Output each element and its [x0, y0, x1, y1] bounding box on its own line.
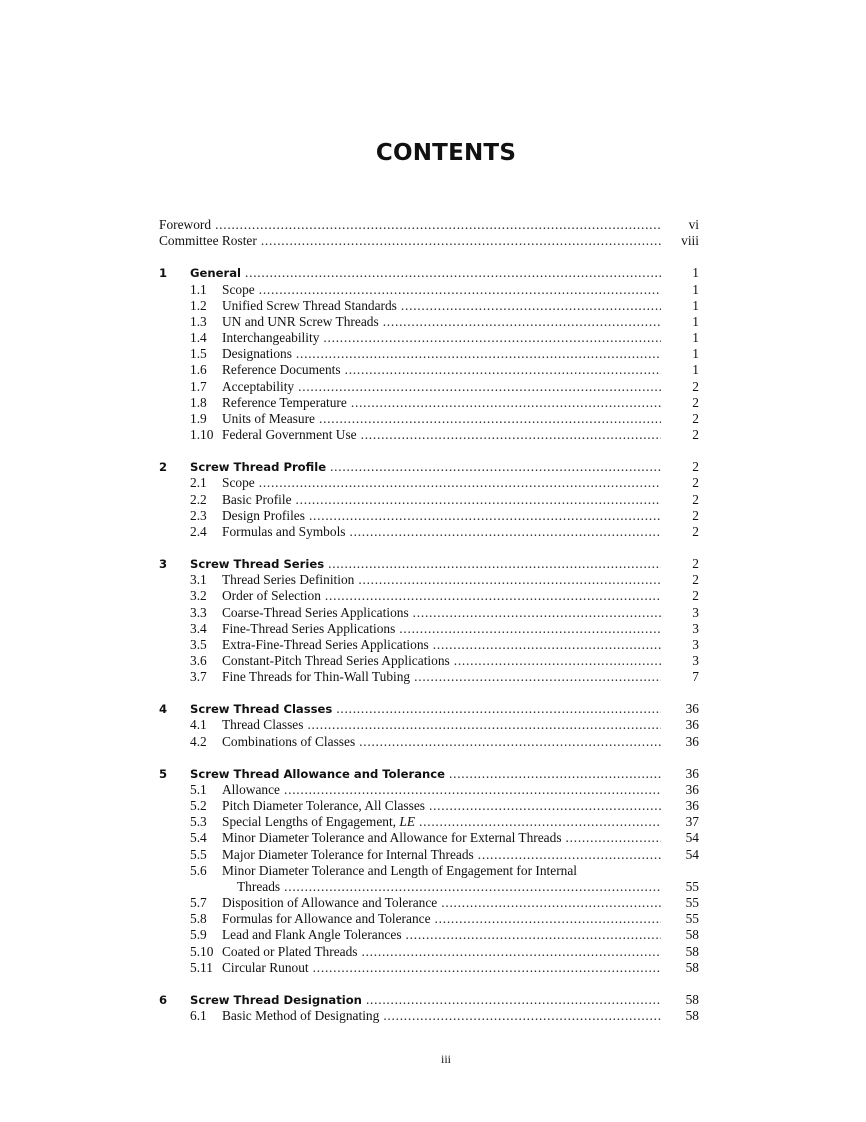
toc-entry-label: [222, 427, 357, 443]
dot-leader: [313, 960, 661, 976]
toc-entry-label: [222, 1008, 379, 1024]
toc-entry-label: [222, 927, 402, 943]
toc-entry-label: [190, 766, 445, 782]
toc-entry-label: [222, 830, 562, 846]
dot-leader: [413, 605, 661, 621]
toc-entry-page-number: 2: [692, 523, 699, 539]
toc-entry-number: 5.7: [190, 895, 207, 911]
toc-entry-label-text: Screw Thread Classes: [190, 702, 333, 717]
toc-entry-label: [190, 459, 326, 475]
toc-entry-label: [222, 847, 474, 863]
toc-entry-page-number: viii: [681, 233, 699, 249]
toc-subsection-entry[interactable]: [159, 475, 699, 491]
toc-subsection-entry[interactable]: [159, 830, 699, 846]
toc-entry-page-number: 58: [685, 959, 699, 975]
toc-entry-label: [222, 395, 347, 411]
dot-leader: [298, 379, 661, 395]
toc-subsection-entry[interactable]: [159, 314, 699, 330]
dot-leader: [336, 701, 661, 717]
toc-entry-page-number: 1: [692, 346, 699, 362]
dot-leader: [284, 879, 661, 895]
toc-entry-page-number: 3: [692, 604, 699, 620]
toc-entry-number: 2.1: [190, 475, 207, 491]
toc-entry-number: 5.9: [190, 927, 207, 943]
toc-entry-page-number: 36: [685, 797, 699, 813]
toc-entry-label-text: Constant-Pitch Thread Series Applications: [222, 653, 450, 669]
toc-entry-label: [159, 233, 257, 249]
toc-entry-page-number: 55: [685, 911, 699, 927]
toc-entry-page-number: 1: [692, 265, 699, 281]
toc-entry-label-text: Combinations of Classes: [222, 733, 356, 749]
dot-leader: [325, 588, 661, 604]
toc-subsection-entry[interactable]: [159, 895, 699, 911]
toc-entry-page-number: 2: [692, 572, 699, 588]
dot-leader: [319, 411, 661, 427]
toc-entry-label: [222, 621, 395, 637]
dot-leader: [454, 653, 661, 669]
toc-entry-page-number: vi: [688, 217, 699, 233]
toc-entry-page-number: 58: [685, 927, 699, 943]
dot-leader: [259, 475, 661, 491]
toc-entry-number: 5.11: [190, 959, 213, 975]
toc-entry-label-text: Reference Temperature: [222, 394, 347, 410]
toc-entry-label-text: Foreword: [159, 217, 212, 233]
toc-entry-label: [190, 992, 362, 1008]
dot-leader: [406, 927, 661, 943]
toc-entry-number: 3.6: [190, 653, 207, 669]
toc-entry-label-text: Extra-Fine-Thread Series Applications: [222, 636, 429, 652]
toc-entry-label: [237, 879, 280, 895]
toc-entry-page-number: 58: [685, 1008, 699, 1024]
toc-entry-page-number: 2: [692, 475, 699, 491]
toc-entry-number: 1.5: [190, 346, 207, 362]
toc-entry-number: 1.6: [190, 362, 207, 378]
toc-subsection-entry[interactable]: [159, 943, 699, 959]
table-of-contents: [159, 217, 699, 1024]
toc-entry-label-text: Formulas for Allowance and Tolerance: [222, 911, 431, 927]
toc-entry-number: 3.4: [190, 620, 207, 636]
toc-entry-label: [190, 265, 241, 281]
toc-entry-label: [222, 588, 321, 604]
dot-leader: [366, 992, 661, 1008]
toc-subsection-entry[interactable]: [159, 604, 699, 620]
toc-section-entry[interactable]: [159, 701, 699, 717]
toc-entry-label-text: Minor Diameter Tolerance and Allowance for External Threads: [222, 830, 562, 846]
toc-entry-page-number: 36: [685, 701, 699, 717]
toc-entry-number: 5.1: [190, 781, 207, 797]
toc-entry-label: [222, 669, 410, 685]
dot-leader: [245, 265, 661, 281]
toc-entry-label: [190, 556, 324, 572]
toc-section-entry[interactable]: [159, 265, 699, 281]
toc-entry-label-text: Interchangeability: [222, 330, 320, 346]
toc-entry-page-number: 2: [692, 459, 699, 475]
toc-entry-label-text: Circular Runout: [222, 959, 309, 975]
toc-entry-page-number: 1: [692, 330, 699, 346]
toc-entry-label-text: Coarse-Thread Series Applications: [222, 604, 409, 620]
toc-subsection-entry[interactable]: [159, 346, 699, 362]
toc-entry-label: [222, 346, 292, 362]
toc-subsection-entry[interactable]: [159, 330, 699, 346]
toc-entry-label-text: Committee Roster: [159, 233, 257, 249]
dot-leader: [361, 427, 661, 443]
toc-front-entry[interactable]: [159, 233, 699, 249]
toc-entry-label: [222, 895, 437, 911]
toc-section-entry[interactable]: [159, 556, 699, 572]
toc-entry-page-number: 1: [692, 362, 699, 378]
toc-subsection-entry[interactable]: [159, 378, 699, 394]
toc-entry-label: [222, 524, 346, 540]
toc-entry-label-text: Allowance: [222, 781, 281, 797]
dot-leader: [351, 395, 661, 411]
dot-leader: [328, 556, 661, 572]
dot-leader: [433, 637, 661, 653]
toc-subsection-entry[interactable]: [159, 782, 699, 798]
toc-entry-label-text: Fine-Thread Series Applications: [222, 620, 396, 636]
toc-entry-label: [190, 701, 332, 717]
dot-leader: [478, 847, 661, 863]
toc-entry-page-number: 2: [692, 411, 699, 427]
toc-subsection-entry[interactable]: [159, 281, 699, 297]
toc-subsection-entry[interactable]: [159, 621, 699, 637]
toc-entry-label-text: Screw Thread Designation: [190, 992, 362, 1007]
toc-subsection-entry[interactable]: [159, 298, 699, 314]
dot-leader: [414, 669, 661, 685]
dot-leader: [441, 895, 661, 911]
toc-subsection-entry[interactable]: [159, 733, 699, 749]
dot-leader: [261, 233, 661, 249]
toc-entry-number: 5.2: [190, 797, 207, 813]
toc-entry-label-text: Lead and Flank Angle Tolerances: [222, 927, 402, 943]
dot-leader: [309, 508, 661, 524]
toc-entry-label-text: UN and UNR Screw Threads: [222, 313, 379, 329]
toc-entry-label: [222, 653, 450, 669]
dot-leader: [566, 830, 661, 846]
toc-entry-page-number: 2: [692, 427, 699, 443]
dot-leader: [359, 734, 661, 750]
toc-entry-label: [222, 798, 425, 814]
toc-subsection-entry[interactable]: [159, 879, 699, 895]
dot-leader: [330, 459, 661, 475]
toc-entry-label: [222, 863, 577, 879]
toc-entry-page-number: 36: [685, 733, 699, 749]
toc-entry-number: 2.2: [190, 491, 207, 507]
toc-entry-label-text: Minor Diameter Tolerance and Length of Engagement for Internal: [222, 862, 578, 878]
toc-entry-number: 4: [159, 702, 168, 717]
toc-entry-page-number: 2: [692, 491, 699, 507]
toc-entry-number: 5.4: [190, 830, 207, 846]
toc-entry-page-number: 7: [692, 669, 699, 685]
toc-subsection-entry[interactable]: [159, 960, 699, 976]
toc-subsection-entry[interactable]: [159, 653, 699, 669]
toc-entry-page-number: 55: [685, 878, 699, 894]
toc-entry-label-text: Basic Method of Designating: [222, 1008, 380, 1024]
toc-entry-label: [222, 411, 315, 427]
toc-entry-number: 1.9: [190, 411, 207, 427]
toc-entry-number: 3.7: [190, 669, 207, 685]
toc-subsection-entry[interactable]: [159, 427, 699, 443]
toc-subsection-entry[interactable]: [159, 362, 699, 378]
toc-subsection-entry[interactable]: [159, 1008, 699, 1024]
dot-leader: [383, 1008, 661, 1024]
toc-entry-label-text: Disposition of Allowance and Tolerance: [222, 895, 438, 911]
toc-entry-label: [222, 605, 409, 621]
toc-entry-number: 3.2: [190, 588, 207, 604]
dot-leader: [307, 717, 661, 733]
toc-entry-page-number: 58: [685, 943, 699, 959]
dot-leader: [429, 798, 661, 814]
toc-entry-label-text: Thread Classes: [222, 717, 304, 733]
toc-entry-number: 1.10: [190, 427, 214, 443]
toc-entry-number: 5.5: [190, 846, 207, 862]
dot-leader: [284, 782, 661, 798]
toc-subsection-entry[interactable]: [159, 508, 699, 524]
toc-entry-number: 3: [159, 556, 168, 571]
page-number-footer: iii: [440, 1052, 451, 1066]
toc-subsection-entry[interactable]: [159, 588, 699, 604]
toc-entry-label-text: Formulas and Symbols: [222, 523, 346, 539]
toc-subsection-entry[interactable]: [159, 637, 699, 653]
toc-entry-label: [222, 362, 341, 378]
toc-entry-label: [222, 282, 255, 298]
toc-entry-label-text: Special Lengths of Engagement,: [222, 814, 397, 830]
dot-leader: [215, 217, 661, 233]
toc-entry-label-text: Thread Series Definition: [222, 572, 355, 588]
dot-leader: [296, 492, 661, 508]
toc-entry-label-text: General: [190, 266, 242, 281]
toc-entry-label: [222, 508, 305, 524]
toc-entry-label: [222, 492, 292, 508]
toc-section-entry[interactable]: [159, 765, 699, 781]
toc-entry-label-text: Design Profiles: [222, 507, 305, 523]
toc-subsection-entry[interactable]: [159, 395, 699, 411]
toc-entry-page-number: 3: [692, 653, 699, 669]
toc-entry-label: [222, 475, 255, 491]
toc-subsection-entry[interactable]: [159, 524, 699, 540]
dot-leader: [449, 766, 661, 782]
toc-entry-label: [222, 782, 280, 798]
toc-entry-number: 3.5: [190, 636, 207, 652]
toc-entry-page-number: 3: [692, 620, 699, 636]
toc-entry-page-number: 36: [685, 717, 699, 733]
toc-entry-number: 2.3: [190, 507, 207, 523]
toc-entry-label-text: Major Diameter Tolerance for Internal Threads: [222, 846, 474, 862]
toc-entry-page-number: 58: [685, 991, 699, 1007]
toc-entry-label-text: Pitch Diameter Tolerance, All Classes: [222, 797, 425, 813]
toc-section-entry[interactable]: [159, 459, 699, 475]
toc-entry-page-number: 2: [692, 507, 699, 523]
toc-subsection-entry[interactable]: [159, 572, 699, 588]
toc-subsection-entry[interactable]: [159, 411, 699, 427]
toc-entry-label-italic: LE: [399, 814, 416, 830]
dot-leader: [259, 282, 661, 298]
toc-section-entry[interactable]: [159, 992, 699, 1008]
toc-entry-number: 5.3: [190, 814, 207, 830]
toc-entry-label: [222, 911, 431, 927]
toc-entry-number: 1.8: [190, 394, 207, 410]
toc-entry-number: 1.2: [190, 297, 207, 313]
toc-entry-page-number: 1: [692, 297, 699, 313]
toc-entry-page-number: 2: [692, 394, 699, 410]
toc-entry-label-text: Scope: [222, 281, 255, 297]
toc-entry-label: [222, 734, 355, 750]
toc-front-entry[interactable]: [159, 217, 699, 233]
toc-entry-label-text: Designations: [222, 346, 292, 362]
dot-leader: [296, 346, 661, 362]
toc-entry-page-number: 2: [692, 555, 699, 571]
toc-entry-label: [222, 944, 357, 960]
toc-entry-number: 1.1: [190, 281, 207, 297]
toc-entry-page-number: 2: [692, 378, 699, 394]
toc-entry-number: 6.1: [190, 1008, 207, 1024]
toc-entry-label-text: Screw Thread Series: [190, 556, 325, 571]
toc-entry-label: [222, 314, 379, 330]
toc-entry-page-number: 54: [685, 830, 699, 846]
dot-leader: [399, 621, 661, 637]
toc-entry-label-text: Threads: [237, 878, 281, 894]
toc-entry-label-text: Basic Profile: [222, 491, 292, 507]
dot-leader: [345, 362, 661, 378]
toc-entry-number: 1.7: [190, 378, 207, 394]
toc-entry-number: 5.10: [190, 943, 214, 959]
toc-entry-label: [222, 298, 397, 314]
toc-entry-label-text: Reference Documents: [222, 362, 341, 378]
dot-leader: [435, 911, 661, 927]
toc-entry-number: 4.2: [190, 733, 207, 749]
toc-entry-number: 6: [159, 992, 168, 1007]
dot-leader: [323, 330, 661, 346]
dot-leader: [350, 524, 662, 540]
toc-entry-label: [222, 960, 309, 976]
toc-entry-page-number: 36: [685, 765, 699, 781]
toc-entry-label: [222, 814, 415, 830]
toc-entry-number: 5.6: [190, 862, 207, 878]
toc-subsection-entry[interactable]: [159, 846, 699, 862]
toc-subsection-entry[interactable]: [159, 911, 699, 927]
dot-leader: [419, 814, 661, 830]
toc-entry-page-number: 1: [692, 281, 699, 297]
toc-entry-page-number: 37: [685, 814, 699, 830]
toc-entry-page-number: 3: [692, 636, 699, 652]
toc-subsection-entry[interactable]: [159, 814, 699, 830]
toc-entry-label: [159, 217, 211, 233]
toc-entry-number: 2.4: [190, 523, 207, 539]
toc-entry-page-number: 36: [685, 781, 699, 797]
toc-entry-label-text: Unified Screw Thread Standards: [222, 297, 397, 313]
toc-entry-label: [222, 717, 303, 733]
toc-subsection-entry[interactable]: [159, 491, 699, 507]
toc-entry-label-text: Screw Thread Allowance and Tolerance: [190, 766, 446, 781]
toc-subsection-entry[interactable]: [159, 669, 699, 685]
toc-entry-label-text: Order of Selection: [222, 588, 321, 604]
toc-entry-number: 1.3: [190, 313, 207, 329]
toc-entry-label: [222, 637, 429, 653]
toc-entry-label-text: Federal Government Use: [222, 427, 357, 443]
dot-leader: [361, 944, 661, 960]
toc-entry-number: 2: [159, 460, 168, 475]
dot-leader: [383, 314, 661, 330]
toc-entry-label-text: Units of Measure: [222, 411, 315, 427]
toc-entry-number: 3.3: [190, 604, 207, 620]
toc-entry-page-number: 55: [685, 895, 699, 911]
toc-entry-label: [222, 330, 319, 346]
toc-entry-label-text: Acceptability: [222, 378, 295, 394]
dot-leader: [358, 572, 661, 588]
toc-entry-number: 5: [159, 766, 168, 781]
toc-entry-number: 1.4: [190, 330, 207, 346]
toc-entry-page-number: 1: [692, 313, 699, 329]
toc-entry-label: [222, 379, 294, 395]
toc-entry-label-text: Coated or Plated Threads: [222, 943, 358, 959]
toc-entry-label: [222, 572, 354, 588]
toc-entry-label-text: Screw Thread Profile: [190, 460, 327, 475]
toc-entry-label-text: Fine Threads for Thin-Wall Tubing: [222, 669, 411, 685]
toc-subsection-entry[interactable]: [159, 798, 699, 814]
toc-entry-number: 1: [159, 266, 168, 281]
page-title: CONTENTS: [375, 140, 517, 166]
toc-entry-number: 5.8: [190, 911, 207, 927]
toc-entry-number: 3.1: [190, 572, 207, 588]
toc-subsection-entry[interactable]: [159, 927, 699, 943]
dot-leader: [401, 298, 661, 314]
toc-entry-page-number: 54: [685, 846, 699, 862]
toc-subsection-entry[interactable]: [159, 717, 699, 733]
toc-entry-label-text: Scope: [222, 475, 255, 491]
toc-entry-number: 4.1: [190, 717, 207, 733]
toc-subsection-entry[interactable]: [159, 863, 699, 879]
toc-entry-page-number: 2: [692, 588, 699, 604]
